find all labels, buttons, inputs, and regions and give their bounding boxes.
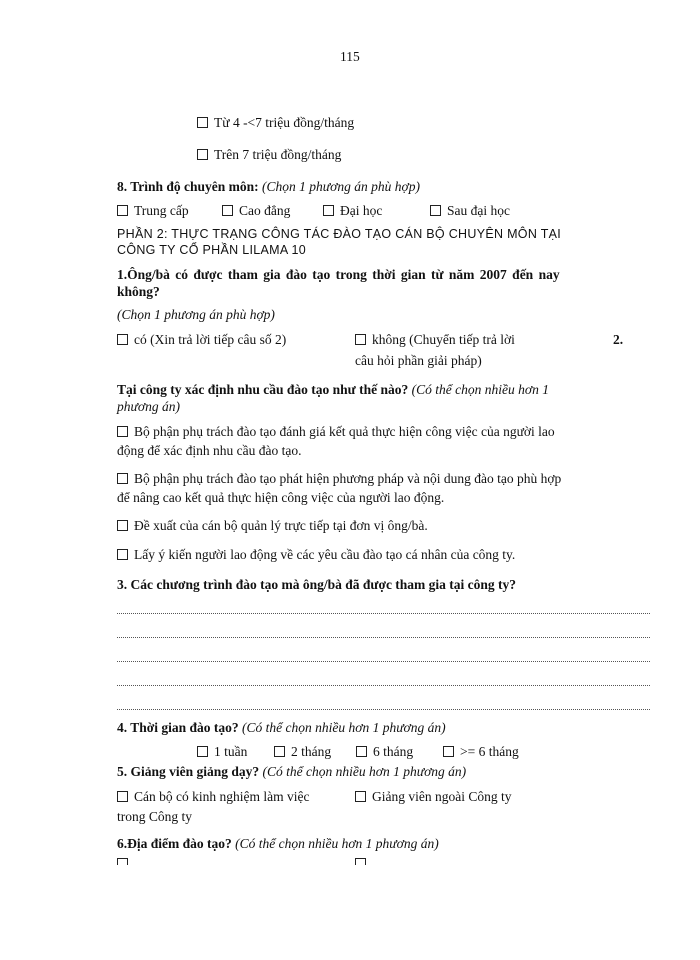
checkbox-icon[interactable] [222,205,233,216]
q4-option-1[interactable]: 1 tuần [197,743,247,761]
q8-option-1[interactable]: Trung cấp [117,202,189,220]
q2-option-2-line2: để nâng cao kết quả thực hiện công việc của người lao động. [117,490,445,505]
checkbox-icon[interactable] [197,746,208,757]
q2-hint-line2: phương án) [117,399,180,414]
checkbox-icon[interactable] [443,746,454,757]
checkbox-icon[interactable] [117,205,128,216]
q2-number: 2. [613,332,624,347]
q4-heading: 4. Thời gian đào tạo? (Có thể chọn nhiều hơn 1 phương án) [117,720,446,735]
income-option-2[interactable]: Trên 7 triệu đồng/tháng [197,146,341,164]
q6-options-clipped [117,858,657,865]
q4-option-3[interactable]: 6 tháng [356,743,413,761]
q1-option-yes[interactable]: có (Xin trả lời tiếp câu số 2) [117,331,286,349]
q8-option-3[interactable]: Đại học [323,202,382,220]
checkbox-icon[interactable] [355,858,366,865]
checkbox-icon[interactable] [117,520,128,531]
q3-title: 3. Các chương trình đào tạo mà ông/bà đã được tham gia tại công ty? [117,577,517,592]
answer-line[interactable] [117,661,650,662]
income-option-1[interactable]: Từ 4 -<7 triệu đồng/tháng [197,114,354,132]
q2-option-1-line2: động để xác định nhu cầu đào tạo. [117,443,302,458]
q4-option-4[interactable]: >= 6 tháng [443,743,519,761]
checkbox-icon[interactable] [197,149,208,160]
q2-heading: Tại công ty xác định nhu cầu đào tạo như thế nào? (Có thể chọn nhiều hơn 1 [117,382,549,397]
q5-option-1-line2: trong Công ty [117,809,193,824]
q8-heading: 8. Trình độ chuyên môn: (Chọn 1 phương án phù hợp) [117,179,420,194]
q2-option-4[interactable]: Lấy ý kiến người lao động về các yêu cầu đào tạo cá nhân của công ty. [117,546,515,564]
q2-option-1[interactable]: Bộ phận phụ trách đào tạo đánh giá kết quả thực hiện công việc của người lao [117,423,555,441]
answer-line[interactable] [117,709,650,710]
q4-option-2[interactable]: 2 tháng [274,743,331,761]
q5-option-1[interactable]: Cán bộ có kinh nghiệm làm việc [117,788,309,806]
q8-option-4[interactable]: Sau đại học [430,202,510,220]
checkbox-icon[interactable] [117,426,128,437]
q5-option-2[interactable]: Giảng viên ngoài Công ty [355,788,511,806]
answer-line[interactable] [117,613,650,614]
checkbox-icon[interactable] [117,334,128,345]
checkbox-icon[interactable] [430,205,441,216]
checkbox-icon[interactable] [197,117,208,128]
checkbox-icon[interactable] [356,746,367,757]
answer-line[interactable] [117,637,650,638]
q1-hint: (Chọn 1 phương án phù hợp) [117,307,275,322]
q1-option-no[interactable]: không (Chuyển tiếp trả lời [355,331,515,349]
checkbox-icon[interactable] [117,473,128,484]
q1-title-line1: 1.Ông/bà có được tham gia đào tạo trong thời gian từ năm 2007 đến nay [117,267,560,282]
q2-option-3[interactable]: Đề xuất của cán bộ quản lý trực tiếp tại đơn vị ông/bà. [117,517,428,535]
q5-heading: 5. Giảng viên giảng dạy? (Có thể chọn nhiều hơn 1 phương án) [117,764,467,779]
checkbox-icon[interactable] [117,858,128,865]
q1-title-line2: không? [117,284,160,299]
part2-heading-line2: CÔNG TY CỔ PHẦN LILAMA 10 [117,243,307,257]
q1-option-no-line2: câu hỏi phần giải pháp) [355,353,482,368]
checkbox-icon[interactable] [117,549,128,560]
checkbox-icon[interactable] [117,791,128,802]
q2-option-2[interactable]: Bộ phận phụ trách đào tạo phát hiện phương pháp và nội dung đào tạo phù hợp [117,470,561,488]
checkbox-icon[interactable] [323,205,334,216]
page-number: 115 [340,49,360,64]
answer-line[interactable] [117,685,650,686]
checkbox-icon[interactable] [355,791,366,802]
q6-heading: 6.Địa điểm đào tạo? (Có thể chọn nhiều hơn 1 phương án) [117,836,439,851]
q8-option-2[interactable]: Cao đẳng [222,202,290,220]
checkbox-icon[interactable] [355,334,366,345]
part2-heading-line1: PHẦN 2: THỰC TRẠNG CÔNG TÁC ĐÀO TẠO CÁN BỘ CHUYÊN MÔN TẠI [117,227,562,241]
checkbox-icon[interactable] [274,746,285,757]
